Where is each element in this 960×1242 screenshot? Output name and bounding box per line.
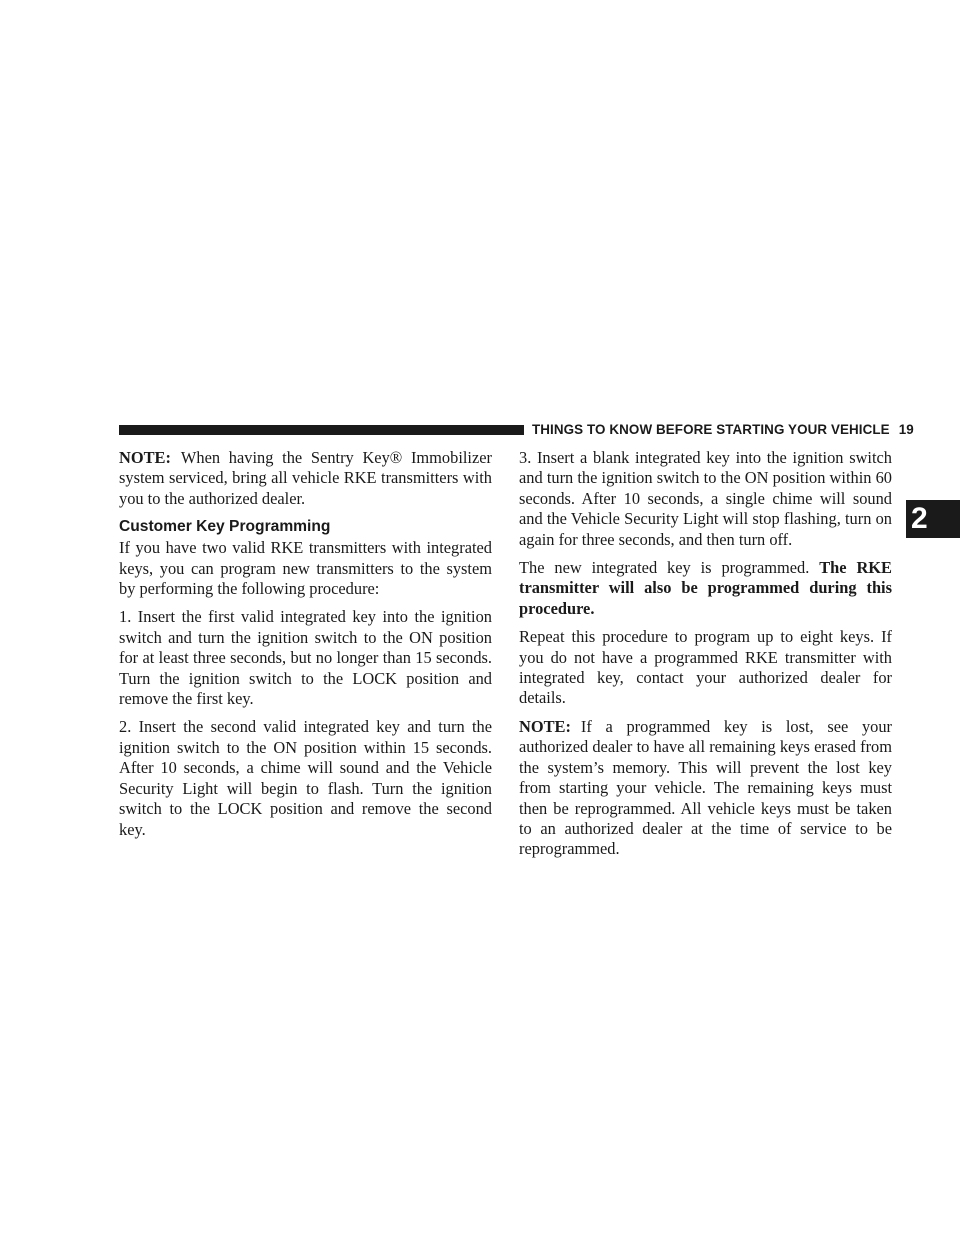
repeat-paragraph: Repeat this procedure to program up to eight keys. If you do not have a programmed RKE transmitter with integrated key, contact your authorized dealer for details. — [519, 627, 892, 708]
note-paragraph — [119, 448, 492, 509]
programmed-text: The new integrated key is programmed. — [519, 558, 810, 578]
step-1-paragraph: 1. Insert the first valid integrated key into the ignition switch and turn the ignition switch to the ON position for at least three seconds, but no longer than 15 seconds. Turn the ignition switch to the LOCK position and remove the first key. — [119, 607, 492, 709]
intro-paragraph: If you have two valid RKE transmitters with integrated keys, you can program new transmitters to the system by performing the following procedure: — [119, 538, 492, 599]
header-title-text: THINGS TO KNOW BEFORE STARTING YOUR VEHICLE — [532, 422, 890, 437]
note-label: NOTE: — [119, 448, 171, 467]
section-heading: Customer Key Programming — [119, 518, 331, 536]
note-paragraph-2 — [519, 717, 892, 860]
step-3-paragraph: 3. Insert a blank integrated key into the ignition switch and turn the ignition switch to the ON position within 60 seconds. After 10 seconds, a single chime will sound and the Vehicle Security Light will stop flashing, turn on again for three seconds, and then turn off. — [519, 448, 892, 549]
programmed-bold-text: The RKE transmitter will also be programmed during this procedure. — [519, 558, 892, 618]
page-number: 19 — [898, 422, 914, 437]
chapter-tab: 2 — [906, 500, 960, 538]
step-2-paragraph: 2. Insert the second valid integrated key and turn the ignition switch to the ON position within 15 seconds. After 10 seconds, a chime will sound and the Vehicle Security Light will begin to flash. Turn the ignition switch to the LOCK position and remove the second key. — [119, 717, 492, 839]
note-text: When having the Sentry Key® Immobilizer system serviced, bring all vehicle RKE transmitters with you to the authorized dealer. — [119, 448, 492, 508]
running-header — [532, 421, 912, 438]
programmed-paragraph — [519, 558, 892, 619]
note-label-2: NOTE: — [519, 716, 571, 736]
note-text-2: If a programmed key is lost, see your authorized dealer to have all remaining keys erased from the system’s memory. This will prevent the lost key from starting your vehicle. The remaining keys must then be reprogrammed. All vehicle keys must be taken to an authorized dealer at the time of service to be reprogrammed. — [519, 716, 892, 859]
left-column — [119, 448, 492, 848]
header-rule — [119, 425, 524, 435]
right-column — [519, 448, 892, 868]
